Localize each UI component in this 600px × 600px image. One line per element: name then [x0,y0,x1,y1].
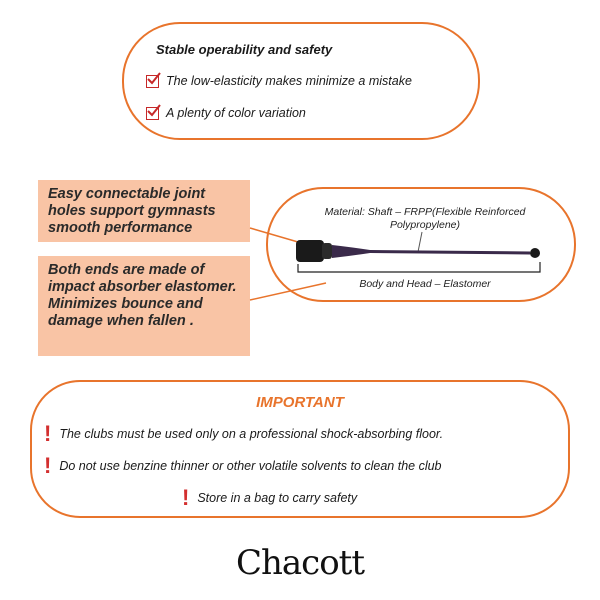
features-title: Stable operability and safety [156,42,333,57]
material-pointer-line [418,232,422,252]
club-bracket [298,262,540,272]
exclamation-icon: ! [44,421,52,446]
brand-logo: Chacott [235,543,365,583]
feature-text: A plenty of color variation [166,106,306,120]
warning-item [44,453,442,478]
callout-line-joint [250,228,298,242]
body-label: Body and Head – Elastomer [359,278,491,290]
warning-item [44,421,444,446]
warning-text: The clubs must be used only on a professional shock-absorbing floor. [59,427,444,441]
club-icon [296,240,540,262]
callout-joint: Easy connectable joint holes support gymnasts smooth performance [38,180,250,242]
warning-text: Store in a bag to carry safety [197,491,358,505]
material-label: Material: Shaft – FRPP(Flexible Reinforced Polypropylene) [324,206,526,231]
callout-ends: Both ends are made of impact absorber elastomer. Minimizes bounce and damage when fallen . [38,256,250,356]
warning-item [182,485,358,510]
warning-text: Do not use benzine thinner or other volatile solvents to clean the club [59,459,442,473]
exclamation-icon: ! [182,485,190,510]
exclamation-icon: ! [44,453,52,478]
important-title: IMPORTANT [256,394,344,411]
callout-line-ends [250,283,326,300]
feature-text: The low-elasticity makes minimize a mistake [166,74,412,88]
important-panel [30,380,570,518]
